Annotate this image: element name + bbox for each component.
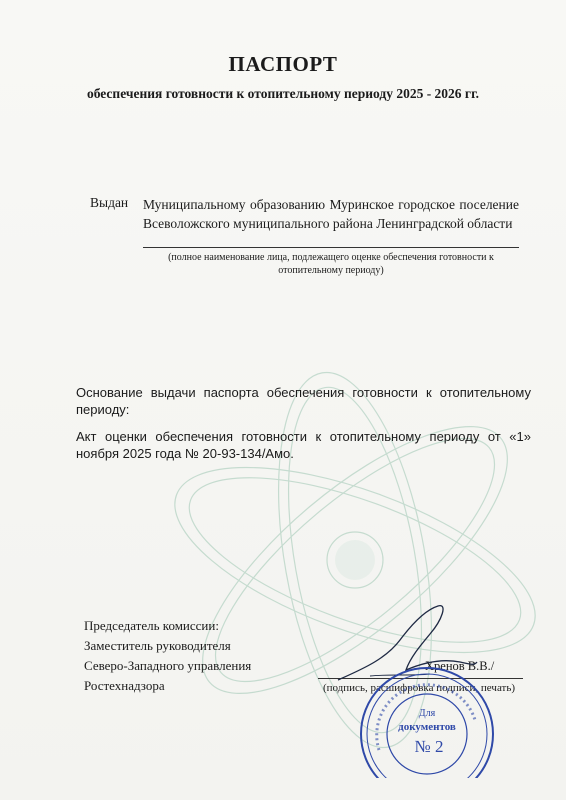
signatory-line-3: Северо-Западного управления [84,658,252,673]
round-stamp-icon [357,660,497,778]
document-title: ПАСПОРТ [228,52,338,76]
issued-label: Выдан [90,195,129,210]
atom-watermark-icon [150,360,560,780]
signatory-block [84,616,344,696]
signatory-line-4: Ростехнадзора [84,678,165,693]
issued-note: (полное наименование лица, подлежащего оценке обеспечения готовности к отопительному периоду) [168,252,494,276]
document-subtitle: обеспечения готовности к отопительному периоду 2025 - 2026 гг. [86,86,480,101]
stamp-text-3: № 2 [414,737,444,756]
basis-heading: Основание выдачи паспорта обеспечения готовности к отопительному периоду: [76,385,531,417]
basis-act: Акт оценки обеспечения готовности к отопительному периоду от «1» ноября 2025 года № 20-93-134/Амо. [76,429,531,461]
signatory-line-2: Заместитель руководителя [84,638,231,653]
stamp-text-2: документов [398,721,456,733]
issued-underline [143,247,519,248]
issued-recipient: Муниципальному образованию Муринское городское поселение Всеволожского муниципального района Ленинградской области [143,197,519,231]
signatory-line-1: Председатель комиссии: [84,618,219,633]
stamp-text-1: Для [418,708,436,719]
signatory-name: Хренов В.В./ [425,659,495,673]
signature-note: (подпись, расшифровка подписи, печать) [322,682,516,694]
